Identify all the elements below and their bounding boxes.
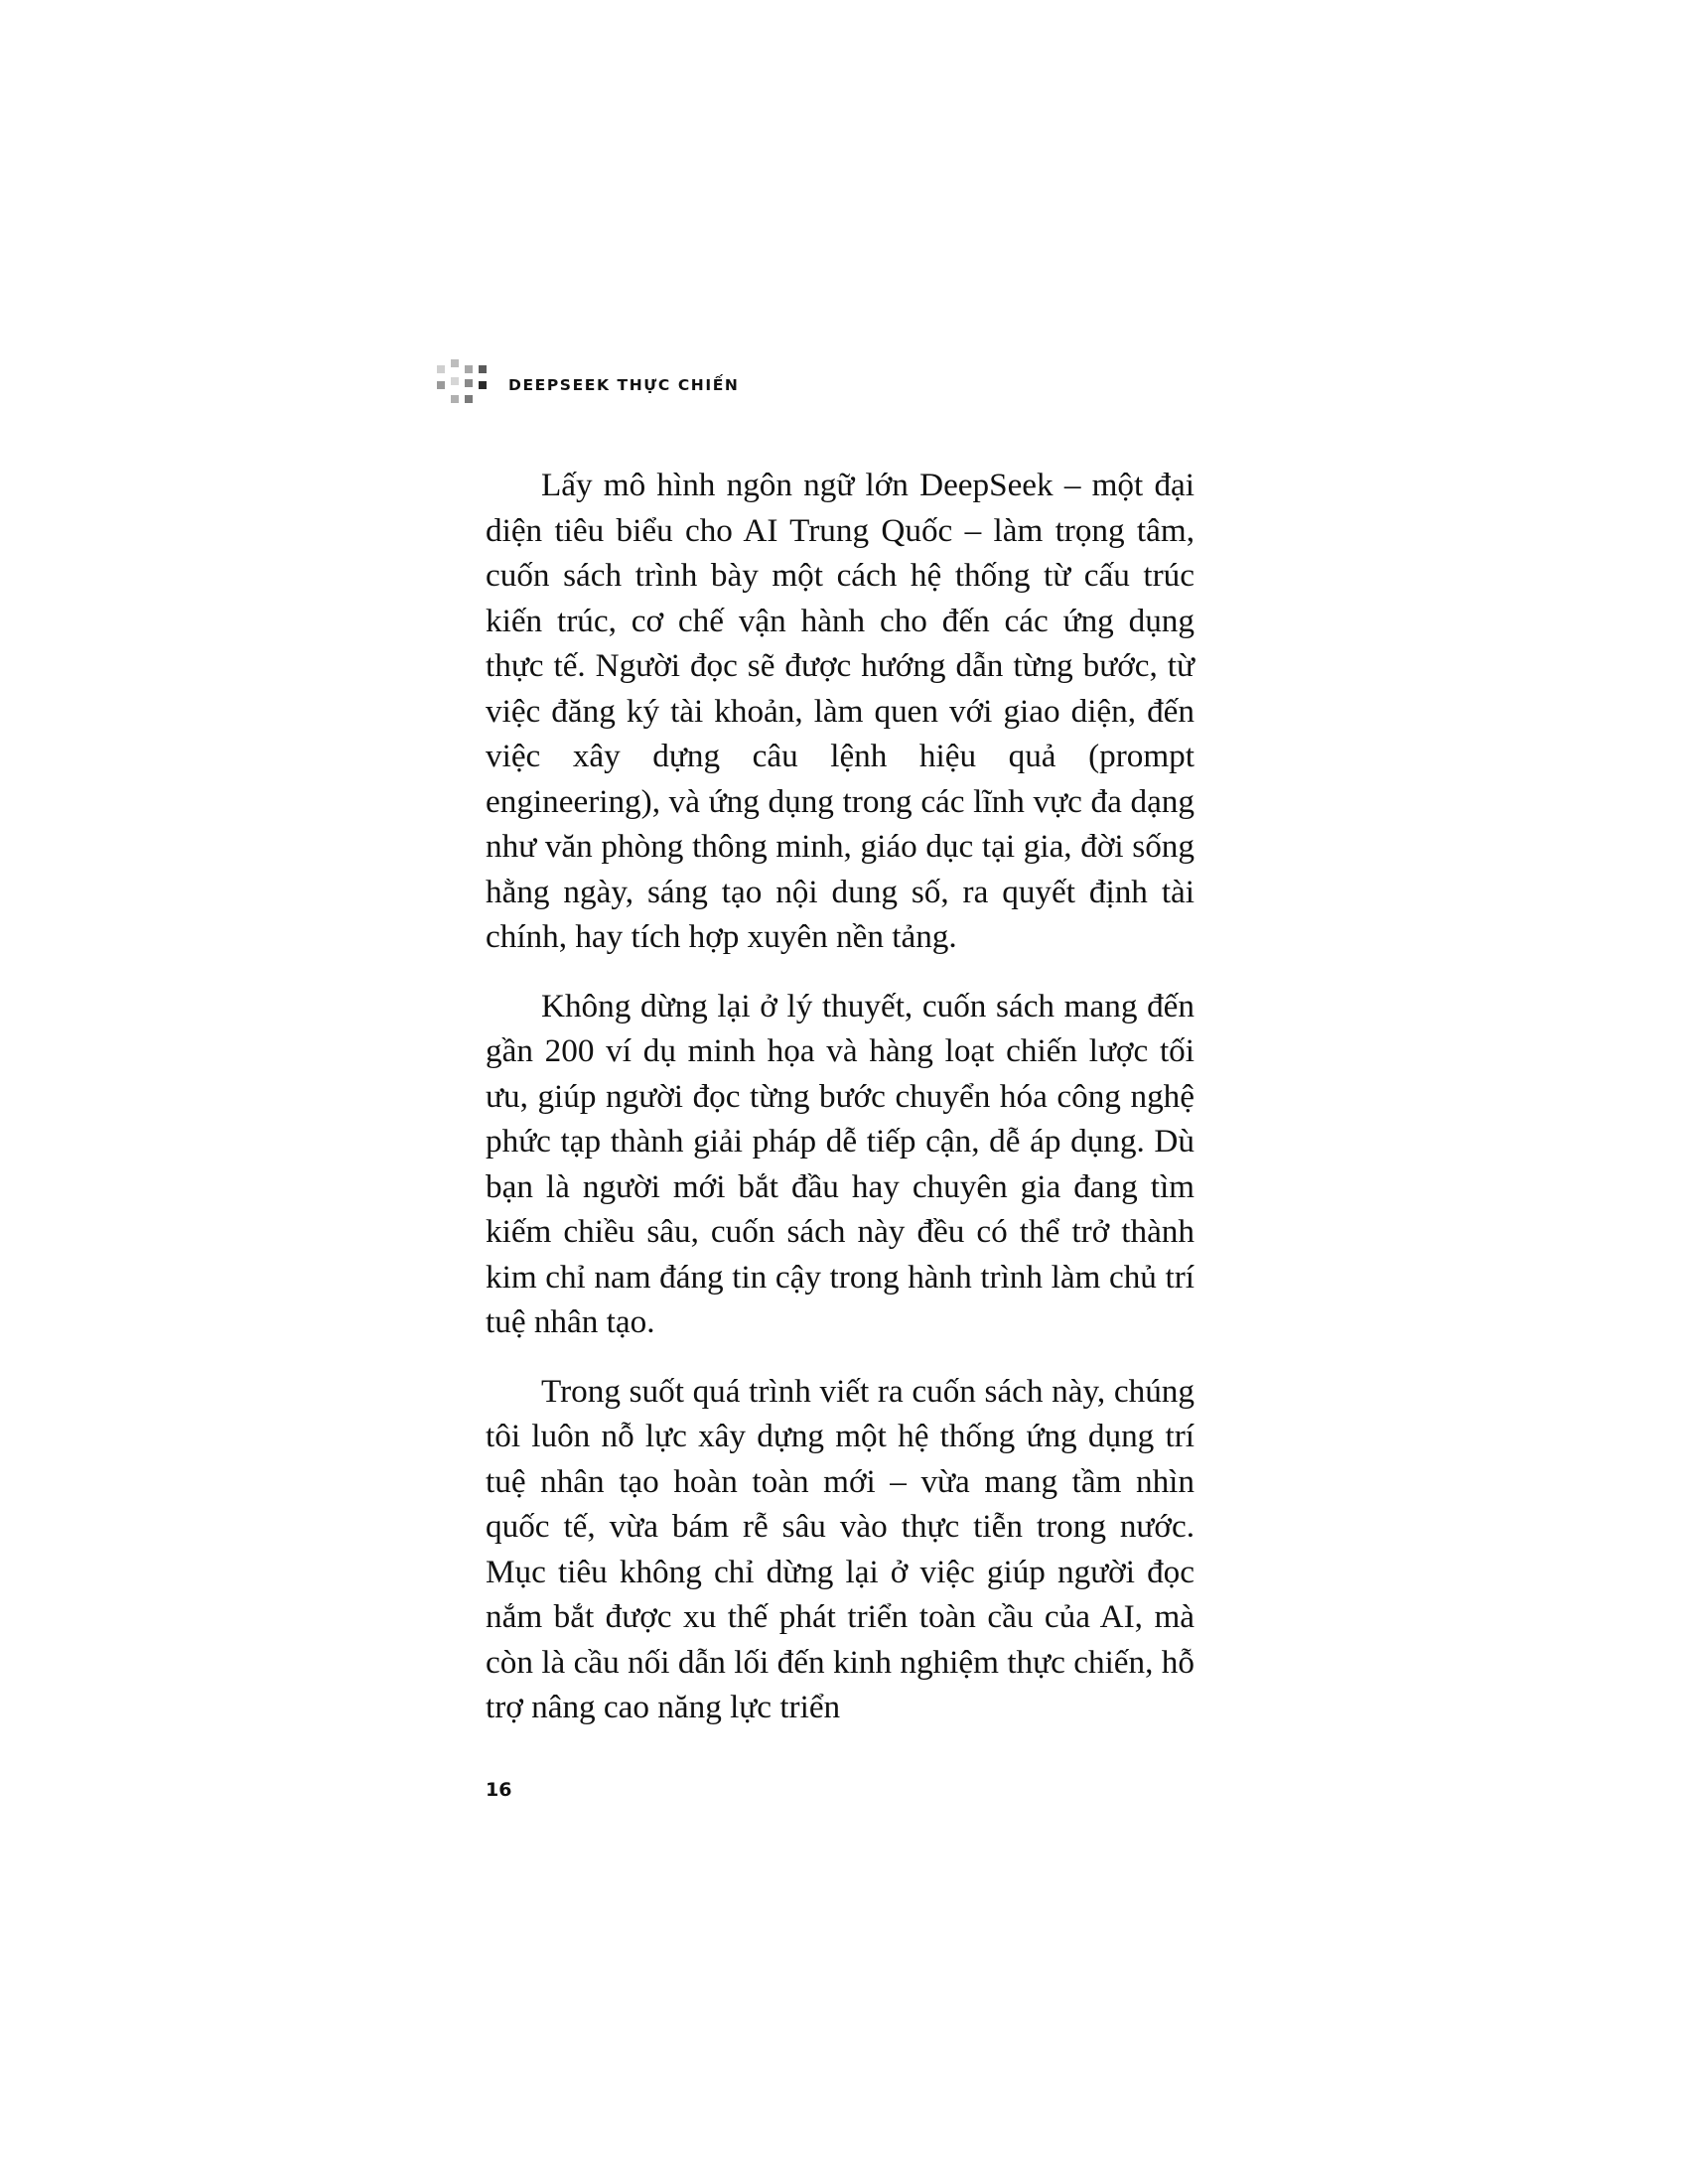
page-number: 16 [486,1779,512,1801]
running-header [437,359,740,411]
paragraph-1: Lấy mô hình ngôn ngữ lớn DeepSeek – một đại diện tiêu biểu cho AI Trung Quốc – làm trọng tâm, cuốn sách trình bày một cách hệ thống từ cấu trúc kiến trúc, cơ chế vận hành cho đến các ứng dụng thực tế. Người đọc sẽ được hướng dẫn từng bước, từ việc đăng ký tài khoản, làm quen với giao diện, đến việc xây dựng câu lệnh hiệu quả (prompt engineering), và ứng dụng trong các lĩnh vực đa dạng như văn phòng thông minh, giáo dục tại gia, đời sống hằng ngày, sáng tạo nội dung số, ra quyết định tài chính, hay tích hợp xuyên nền tảng. [486,467,1195,955]
paragraph-2: Không dừng lại ở lý thuyết, cuốn sách mang đến gần 200 ví dụ minh họa và hàng loạt chiến lược tối ưu, giúp người đọc từng bước chuyển hóa công nghệ phức tạp thành giải pháp dễ tiếp cận, dễ áp dụng. Dù bạn là người mới bắt đầu hay chuyên gia đang tìm kiếm chiều sâu, cuốn sách này đều có thể trở thành kim chỉ nam đáng tin cậy trong hành trình làm chủ trí tuệ nhân tạo. [486,987,1195,1340]
pixel-dots-logo-icon [437,359,489,411]
body-text [486,463,1195,1754]
paragraph-3: Trong suốt quá trình viết ra cuốn sách này, chúng tôi luôn nỗ lực xây dựng một hệ thống ứng dụng trí tuệ nhân tạo hoàn toàn mới – vừa mang tầm nhìn quốc tế, vừa bám rễ sâu vào thực tiễn trong nước. Mục tiêu không chỉ dừng lại ở việc giúp người đọc nắm bắt được xu thế phát triển toàn cầu của AI, mà còn là cầu nối dẫn lối đến kinh nghiệm thực chiến, hỗ trợ nâng cao năng lực triển [486,1372,1195,1725]
book-title: DEEPSEEK THỰC CHIẾN [508,376,740,394]
